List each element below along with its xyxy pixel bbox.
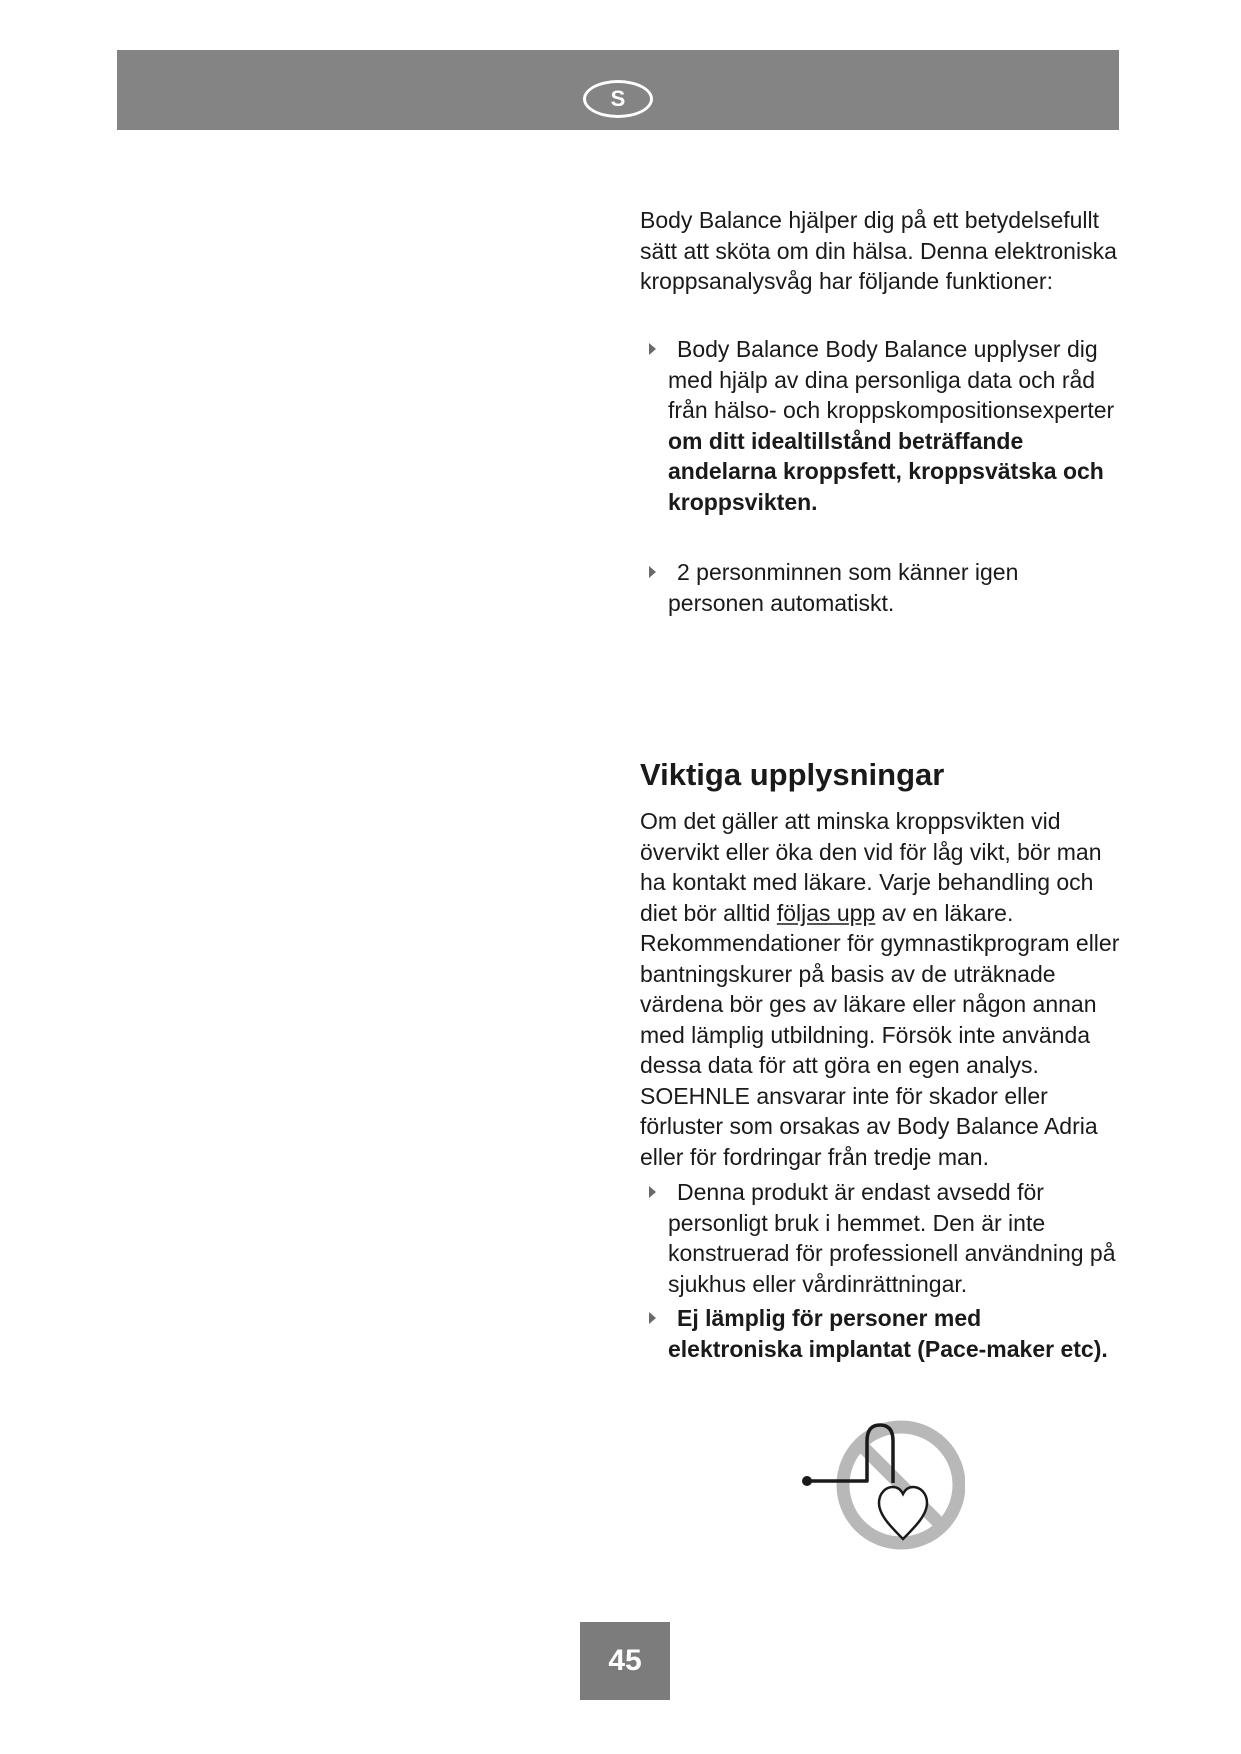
important-bullet-2-text: Ej lämplig för personer med elektroniska implantat (Pace-maker etc). xyxy=(668,1305,1108,1362)
paragraph-1-underlined: följas upp xyxy=(776,899,876,926)
section-heading: Viktiga upplysningar xyxy=(640,757,945,792)
paragraph-1-start: Om det gäller att minska kroppsvikten vid övervikt eller öka den vid för låg vikt, bör man ha kontakt med läkare. Varje behandling och diet bör alltid xyxy=(640,808,1102,926)
list-item xyxy=(640,1177,1120,1299)
bullet-arrow-icon xyxy=(649,343,656,355)
language-badge: S xyxy=(583,80,653,118)
page-number: 45 xyxy=(580,1622,670,1700)
feature-1-bold-text: om ditt idealtillstånd beträffande andelarna kroppsfett, kroppsvätska och kroppsvikten. xyxy=(668,427,1104,515)
important-section xyxy=(640,755,1120,1364)
paragraph-1-end: av en läkare. xyxy=(875,899,1014,926)
feature-1-text: Body Balance Body Balance upplyser dig med hjälp av dina personliga data och råd från hälso- och kroppskompositionsexperter xyxy=(668,336,1115,423)
heart-icon xyxy=(879,1487,927,1539)
feature-2-text: 2 personminnen som känner igen personen automatiskt. xyxy=(668,559,1019,616)
list-item xyxy=(640,334,1120,517)
list-item xyxy=(640,557,1120,618)
important-bullet-1-text: Denna produkt är endast avsedd för personligt bruk i hemmet. Den är inte konstruerad för professionell användning på sjukhus eller vårdinrättningar. xyxy=(668,1179,1116,1297)
bullet-arrow-icon xyxy=(649,566,656,578)
bullet-arrow-icon xyxy=(649,1186,656,1198)
feature-list-section xyxy=(640,334,1120,618)
intro-paragraph: Body Balance hjälper dig på ett betydelsefullt sätt att sköta om din hälsa. Denna elektroniska kroppsanalysvåg har följande funktioner: xyxy=(640,207,1117,294)
intro-section xyxy=(640,205,1120,297)
no-pacemaker-icon xyxy=(795,1413,965,1558)
important-paragraph-2: Rekommendationer för gymnastikprogram eller bantningskurer på basis av de uträknade värdena bör ges av läkare eller någon annan med lämplig utbildning. Försök inte använda dessa data för att göra en egen analys. xyxy=(640,930,1120,1078)
important-paragraph-3: SOEHNLE ansvarar inte för skador eller förluster som orsakas av Body Balance Adria eller för fordringar från tredje man. xyxy=(640,1082,1098,1170)
important-paragraph-1 xyxy=(640,806,1120,928)
important-list xyxy=(640,1177,1120,1364)
bullet-arrow-icon xyxy=(649,1312,656,1324)
pacemaker-lead-tip xyxy=(802,1476,812,1486)
feature-list xyxy=(640,334,1120,618)
list-item xyxy=(640,1303,1120,1364)
